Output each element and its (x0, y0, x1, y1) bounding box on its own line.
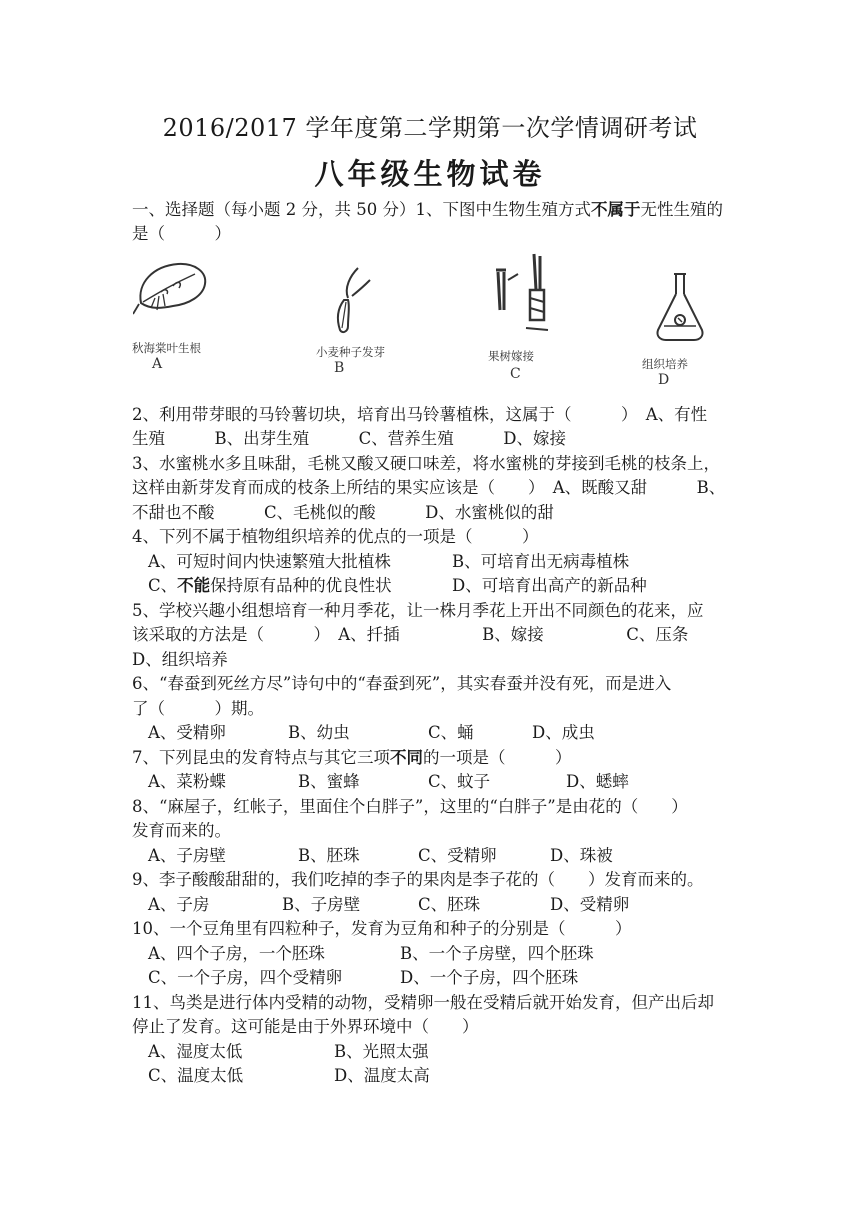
q10-stem: 10、一个豆角里有四粒种子，发育为豆角和种子的分别是（ ） (132, 919, 632, 938)
q3-line3: 不甜也不酸 C、毛桃似的酸 D、水蜜桃似的甜 (132, 503, 554, 522)
figure-a-caption: 秋海棠叶生根 (132, 341, 201, 355)
figure-c (488, 248, 588, 388)
q10-option-c: C、一个子房，四个受精卵 (148, 968, 343, 987)
q11-line1: 11、鸟类是进行体内受精的动物，受精卵一般在受精后就开始发育，但产出后却 (132, 993, 714, 1012)
q1-stem-line2: 是（ ） (132, 224, 231, 243)
q8-option-c: C、受精卵 (418, 846, 497, 865)
q10-option-d: D、一个子房，四个胚珠 (400, 968, 579, 987)
q11-option-c: C、温度太低 (148, 1066, 244, 1085)
q9-option-b: B、子房壁 (282, 895, 361, 914)
q11-option-a: A、湿度太低 (148, 1042, 243, 1061)
culture-flask-icon (650, 268, 710, 348)
figure-d (640, 248, 740, 388)
figure-d-caption: 组织培养 (642, 357, 688, 371)
q11-line2: 停止了发育。这可能是由于外界环境中（ ） (132, 1017, 479, 1036)
q7-option-d: D、蟋蟀 (566, 772, 629, 791)
begonia-leaf-icon (133, 258, 213, 328)
q8-option-d: D、珠被 (550, 846, 613, 865)
q2-line2: 生殖 B、出芽生殖 C、营养生殖 D、嫁接 (132, 429, 566, 448)
q6-line1: 6、“春蚕到死丝方尽”诗句中的“春蚕到死”，其实春蚕并没有死，而是进入 (132, 674, 672, 693)
wheat-sprout-icon (322, 258, 382, 338)
grafting-icon (490, 250, 560, 345)
exam-subject: 八年级生物试卷 (314, 157, 546, 191)
q6-option-a: A、受精卵 (148, 723, 226, 742)
q9-option-c: C、胚珠 (418, 895, 481, 914)
q4-option-c: C、不能保持原有品种的优良性状 (148, 576, 392, 595)
exam-title: 2016/2017 学年度第二学期第一次学情调研考试 (162, 114, 698, 142)
figure-b (310, 248, 410, 378)
figure-c-letter: C (510, 366, 521, 382)
q6-line2: 了（ ）期。 (132, 699, 264, 718)
q9-option-a: A、子房 (148, 895, 210, 914)
q8-line1: 8、“麻屋子，红帐子，里面住个白胖子”，这里的“白胖子”是由花的（ ） (132, 797, 688, 816)
q9-option-d: D、受精卵 (550, 895, 630, 914)
q2-line1: 2、利用带芽眼的马铃薯切块，培育出马铃薯植株，这属于（ ） A、有性 (132, 405, 708, 424)
q1-stem-line1: 一、选择题（每小题 2 分，共 50 分）1、下图中生物生殖方式不属于无性生殖的 (132, 200, 723, 219)
q7-stem: 7、下列昆虫的发育特点与其它三项不同的一项是（ ） (132, 748, 572, 767)
q5-line1: 5、学校兴趣小组想培育一种月季花，让一株月季花上开出不同颜色的花来，应 (132, 601, 704, 620)
q10-option-b: B、一个子房壁，四个胚珠 (400, 944, 594, 963)
q4-option-a: A、可短时间内快速繁殖大批植株 (148, 552, 391, 571)
q7-option-c: C、蚊子 (428, 772, 491, 791)
q4-stem: 4、下列不属于植物组织培养的优点的一项是（ ） (132, 527, 539, 546)
figure-c-caption: 果树嫁接 (488, 349, 534, 363)
figure-a (128, 248, 228, 378)
q11-option-d: D、温度太高 (334, 1066, 430, 1085)
q6-option-c: C、蛹 (428, 723, 474, 742)
q9-stem: 9、李子酸酸甜甜的，我们吃掉的李子的果肉是李子花的（ ）发育而来的。 (132, 870, 704, 889)
q11-option-b: B、光照太强 (334, 1042, 429, 1061)
q3-line1: 3、水蜜桃水多且味甜，毛桃又酸又硬口味差，将水蜜桃的芽接到毛桃的枝条上， (132, 454, 720, 473)
figure-d-letter: D (658, 372, 670, 388)
q8-option-a: A、子房壁 (148, 846, 226, 865)
figure-b-caption: 小麦种子发芽 (316, 345, 385, 359)
figure-a-letter: A (152, 356, 163, 372)
q4-option-b: B、可培育出无病毒植株 (452, 552, 630, 571)
q6-option-d: D、成虫 (532, 723, 595, 742)
q5-line3: D、组织培养 (132, 650, 228, 669)
q3-line2: 这样由新芽发育而成的枝条上所结的果实应该是（ ） A、既酸又甜 B、 (132, 478, 726, 497)
q7-option-b: B、蜜蜂 (298, 772, 360, 791)
q8-option-b: B、胚珠 (298, 846, 360, 865)
figure-b-letter: B (334, 360, 345, 376)
q6-option-b: B、幼虫 (288, 723, 350, 742)
q5-line2: 该采取的方法是（ ） A、扦插 B、嫁接 C、压条 (132, 625, 689, 644)
q8-line2: 发育而来的。 (132, 821, 231, 840)
q10-option-a: A、四个子房，一个胚珠 (148, 944, 325, 963)
q4-option-d: D、可培育出高产的新品种 (452, 576, 647, 595)
q7-option-a: A、菜粉蝶 (148, 772, 226, 791)
